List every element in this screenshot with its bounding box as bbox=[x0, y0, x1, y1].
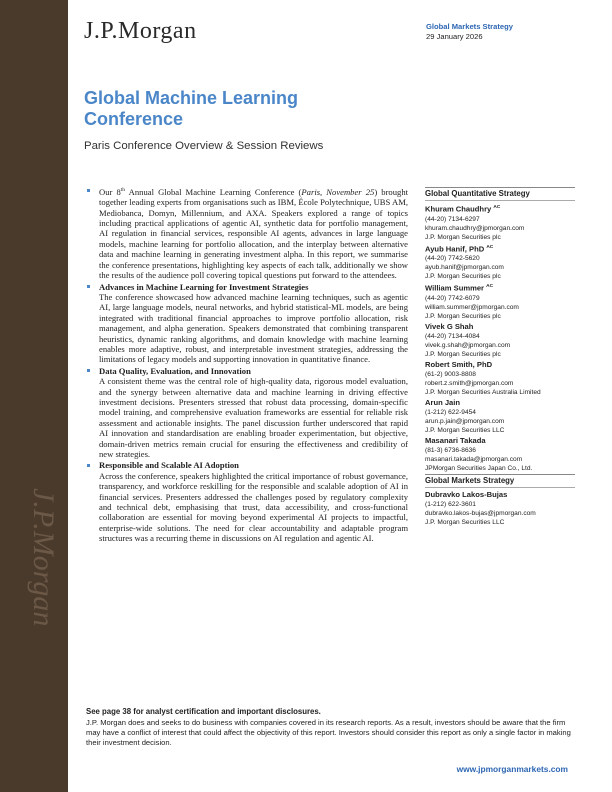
report-series: Global Markets Strategy bbox=[426, 22, 513, 31]
analyst-phone: (1-212) 622-9454 bbox=[425, 408, 476, 416]
analyst-card bbox=[425, 436, 575, 473]
team-header: Global Markets Strategy bbox=[425, 474, 575, 488]
analyst-name: William Summer $^{AC}$ bbox=[425, 283, 494, 293]
section-data-quality bbox=[86, 366, 408, 460]
analyst-entity: J.P. Morgan Securities plc bbox=[425, 312, 501, 320]
analyst-card bbox=[425, 398, 575, 435]
bullet-marker bbox=[87, 369, 90, 372]
analyst-card bbox=[425, 203, 575, 242]
disclosure-body: J.P. Morgan does and seeks to do business with companies covered in its research reports. As a result, investors should be aware that the firm may have a conflict of interest that could affect the objectivity of this report. Investors should consider this report as only a single factor in making their investment decision. bbox=[86, 718, 571, 747]
report-subtitle: Paris Conference Overview & Session Reviews bbox=[84, 140, 324, 152]
analyst-entity: J.P. Morgan Securities plc bbox=[425, 273, 501, 281]
analyst-phone: (44-20) 7742-5620 bbox=[425, 255, 480, 263]
disclosure-title: See page 38 for analyst certification and important disclosures. bbox=[86, 707, 321, 716]
analyst-email[interactable]: vivek.g.shah@jpmorgan.com bbox=[425, 341, 511, 349]
analyst-email[interactable]: masanari.takada@jpmorgan.com bbox=[425, 455, 523, 463]
analyst-card bbox=[425, 490, 575, 527]
analyst-entity: JPMorgan Securities Japan Co., Ltd. bbox=[425, 464, 533, 472]
analyst-card bbox=[425, 243, 575, 282]
analyst-entity: J.P. Morgan Securities LLC bbox=[425, 518, 505, 526]
main-summary bbox=[86, 185, 408, 545]
intro-paragraph: Our 8th Annual Global Machine Learning Conference (Paris, November 25) brought together leading experts from organisations such as IBM, École Polytechnique, UBS AM, Mediobanca, Domyn, Millennium, and AXA. Speakers explored a range of topics including practical applications of agentic AI, synthetic data for portfolio management, AI regulation in financial services, responsible AI agents, advances in large language models, machine learning for portfolio allocation, and the interplay between alternative data and machine learning in generating investment alpha. In this report, we summarise the conference presentations, highlighting key aspects of each talk, additionally we show the results of the audience poll covering topical questions put forward to the attendees. bbox=[99, 186, 409, 281]
analyst-card bbox=[425, 360, 575, 397]
analyst-phone: (44-20) 7134-4084 bbox=[425, 332, 480, 340]
section-heading: Data Quality, Evaluation, and Innovation bbox=[99, 365, 251, 376]
report-header-info bbox=[426, 22, 513, 42]
analyst-phone: (44-20) 7742-6079 bbox=[425, 294, 480, 302]
section-heading: Advances in Machine Learning for Investment Strategies bbox=[99, 281, 309, 292]
analyst-phone: (61-2) 9003-8808 bbox=[425, 370, 476, 378]
bullet-marker bbox=[87, 285, 90, 288]
analyst-phone: (1-212) 622-3601 bbox=[425, 500, 476, 508]
section-heading: Responsible and Scalable AI Adoption bbox=[99, 460, 239, 471]
jpmorgan-watermark-logo bbox=[12, 480, 60, 640]
left-sidebar-band bbox=[0, 0, 68, 792]
svg-text:J.P.Morgan: J.P.Morgan bbox=[27, 488, 60, 627]
report-title: Global Machine Learning Conference bbox=[84, 88, 299, 129]
analyst-entity: J.P. Morgan Securities Australia Limited bbox=[425, 388, 541, 396]
analyst-entity: J.P. Morgan Securities plc bbox=[425, 350, 501, 358]
intro-section bbox=[86, 185, 408, 281]
analyst-card bbox=[425, 322, 575, 359]
section-ml-advances bbox=[86, 282, 408, 365]
analyst-email[interactable]: khuram.chaudhry@jpmorgan.com bbox=[425, 224, 525, 232]
analyst-email[interactable]: dubravko.lakos-bujas@jpmorgan.com bbox=[425, 509, 536, 517]
section-body: Across the conference, speakers highlighted the critical importance of robust governance, transparency, and workforce reskilling for the responsible and scalable adoption of AI in financial services. Presenters addressed the challenges posed by regulatory complexity and technical debt, emphasising that trust, data accessibility, and cross-functional collaboration are essential for moving beyond experimental AI projects to impactful, enterprise-wide solutions. The need for clear accountability and adaptable program structures was a recurring theme in discussions on AI regulation and agentic AI. bbox=[99, 470, 408, 544]
section-body: A consistent theme was the central role of high-quality data, rigorous model evaluation, and the synergy between alternative data and machine learning in driving effective investment decisions. Presenters stressed that robust data processing, domain-specific model training, and comprehensive evaluation frameworks are essential for reliable risk assessment and actionable insights. The panel discussion further underscored that rapid AI innovation and standardisation are enabling broader experimentation, but objective, domain-driven metrics remain crucial for ensuring the effectiveness and credibility of new strategies. bbox=[99, 376, 408, 460]
analyst-email[interactable]: william.summer@jpmorgan.com bbox=[425, 303, 519, 311]
analyst-name: Vivek G Shah bbox=[425, 321, 474, 331]
analyst-phone: (44-20) 7134-6297 bbox=[425, 215, 480, 223]
analyst-panel bbox=[425, 187, 575, 528]
analyst-entity: J.P. Morgan Securities plc bbox=[425, 233, 501, 241]
jpmorgan-logo: J.P.Morgan bbox=[84, 18, 197, 44]
analyst-phone: (81-3) 6736-8636 bbox=[425, 446, 476, 454]
analyst-name: Arun Jain bbox=[425, 397, 461, 407]
bullet-marker bbox=[87, 464, 90, 467]
team-header: Global Quantitative Strategy bbox=[425, 187, 575, 201]
analyst-entity: J.P. Morgan Securities LLC bbox=[425, 426, 505, 434]
analyst-email[interactable]: arun.p.jain@jpmorgan.com bbox=[425, 417, 505, 425]
analyst-email[interactable]: ayub.hanif@jpmorgan.com bbox=[425, 264, 504, 272]
analyst-name: Khuram Chaudhry $^{AC}$ bbox=[425, 204, 501, 214]
website-link[interactable]: www.jpmorganmarkets.com bbox=[456, 764, 568, 774]
analyst-name: Robert Smith, PhD bbox=[425, 359, 493, 369]
section-responsible-ai bbox=[86, 460, 408, 543]
bullet-marker bbox=[87, 189, 90, 192]
disclosure-footer bbox=[86, 707, 576, 748]
section-body: The conference showcased how advanced machine learning techniques, such as agentic AI, large language models, neural networks, and hybrid statistical-ML models, are being integrated with traditional financial approaches to improve portfolio allocation, risk management, and alpha generation. Speakers demonstrated that combining transparent heuristics, dynamic ranking algorithms, and domain knowledge with machine learning enables more adaptive, robust, and interpretable investment strategies, addressing the limitations of legacy models and supporting innovation in quantitative finance. bbox=[99, 291, 408, 365]
report-date: 29 January 2026 bbox=[426, 32, 483, 41]
analyst-name: Dubravko Lakos-Bujas bbox=[425, 489, 508, 499]
analyst-name: Masanari Takada bbox=[425, 435, 486, 445]
analyst-name: Ayub Hanif, PhD $^{AC}$ bbox=[425, 244, 494, 254]
analyst-email[interactable]: robert.z.smith@jpmorgan.com bbox=[425, 379, 514, 387]
analyst-card bbox=[425, 282, 575, 321]
